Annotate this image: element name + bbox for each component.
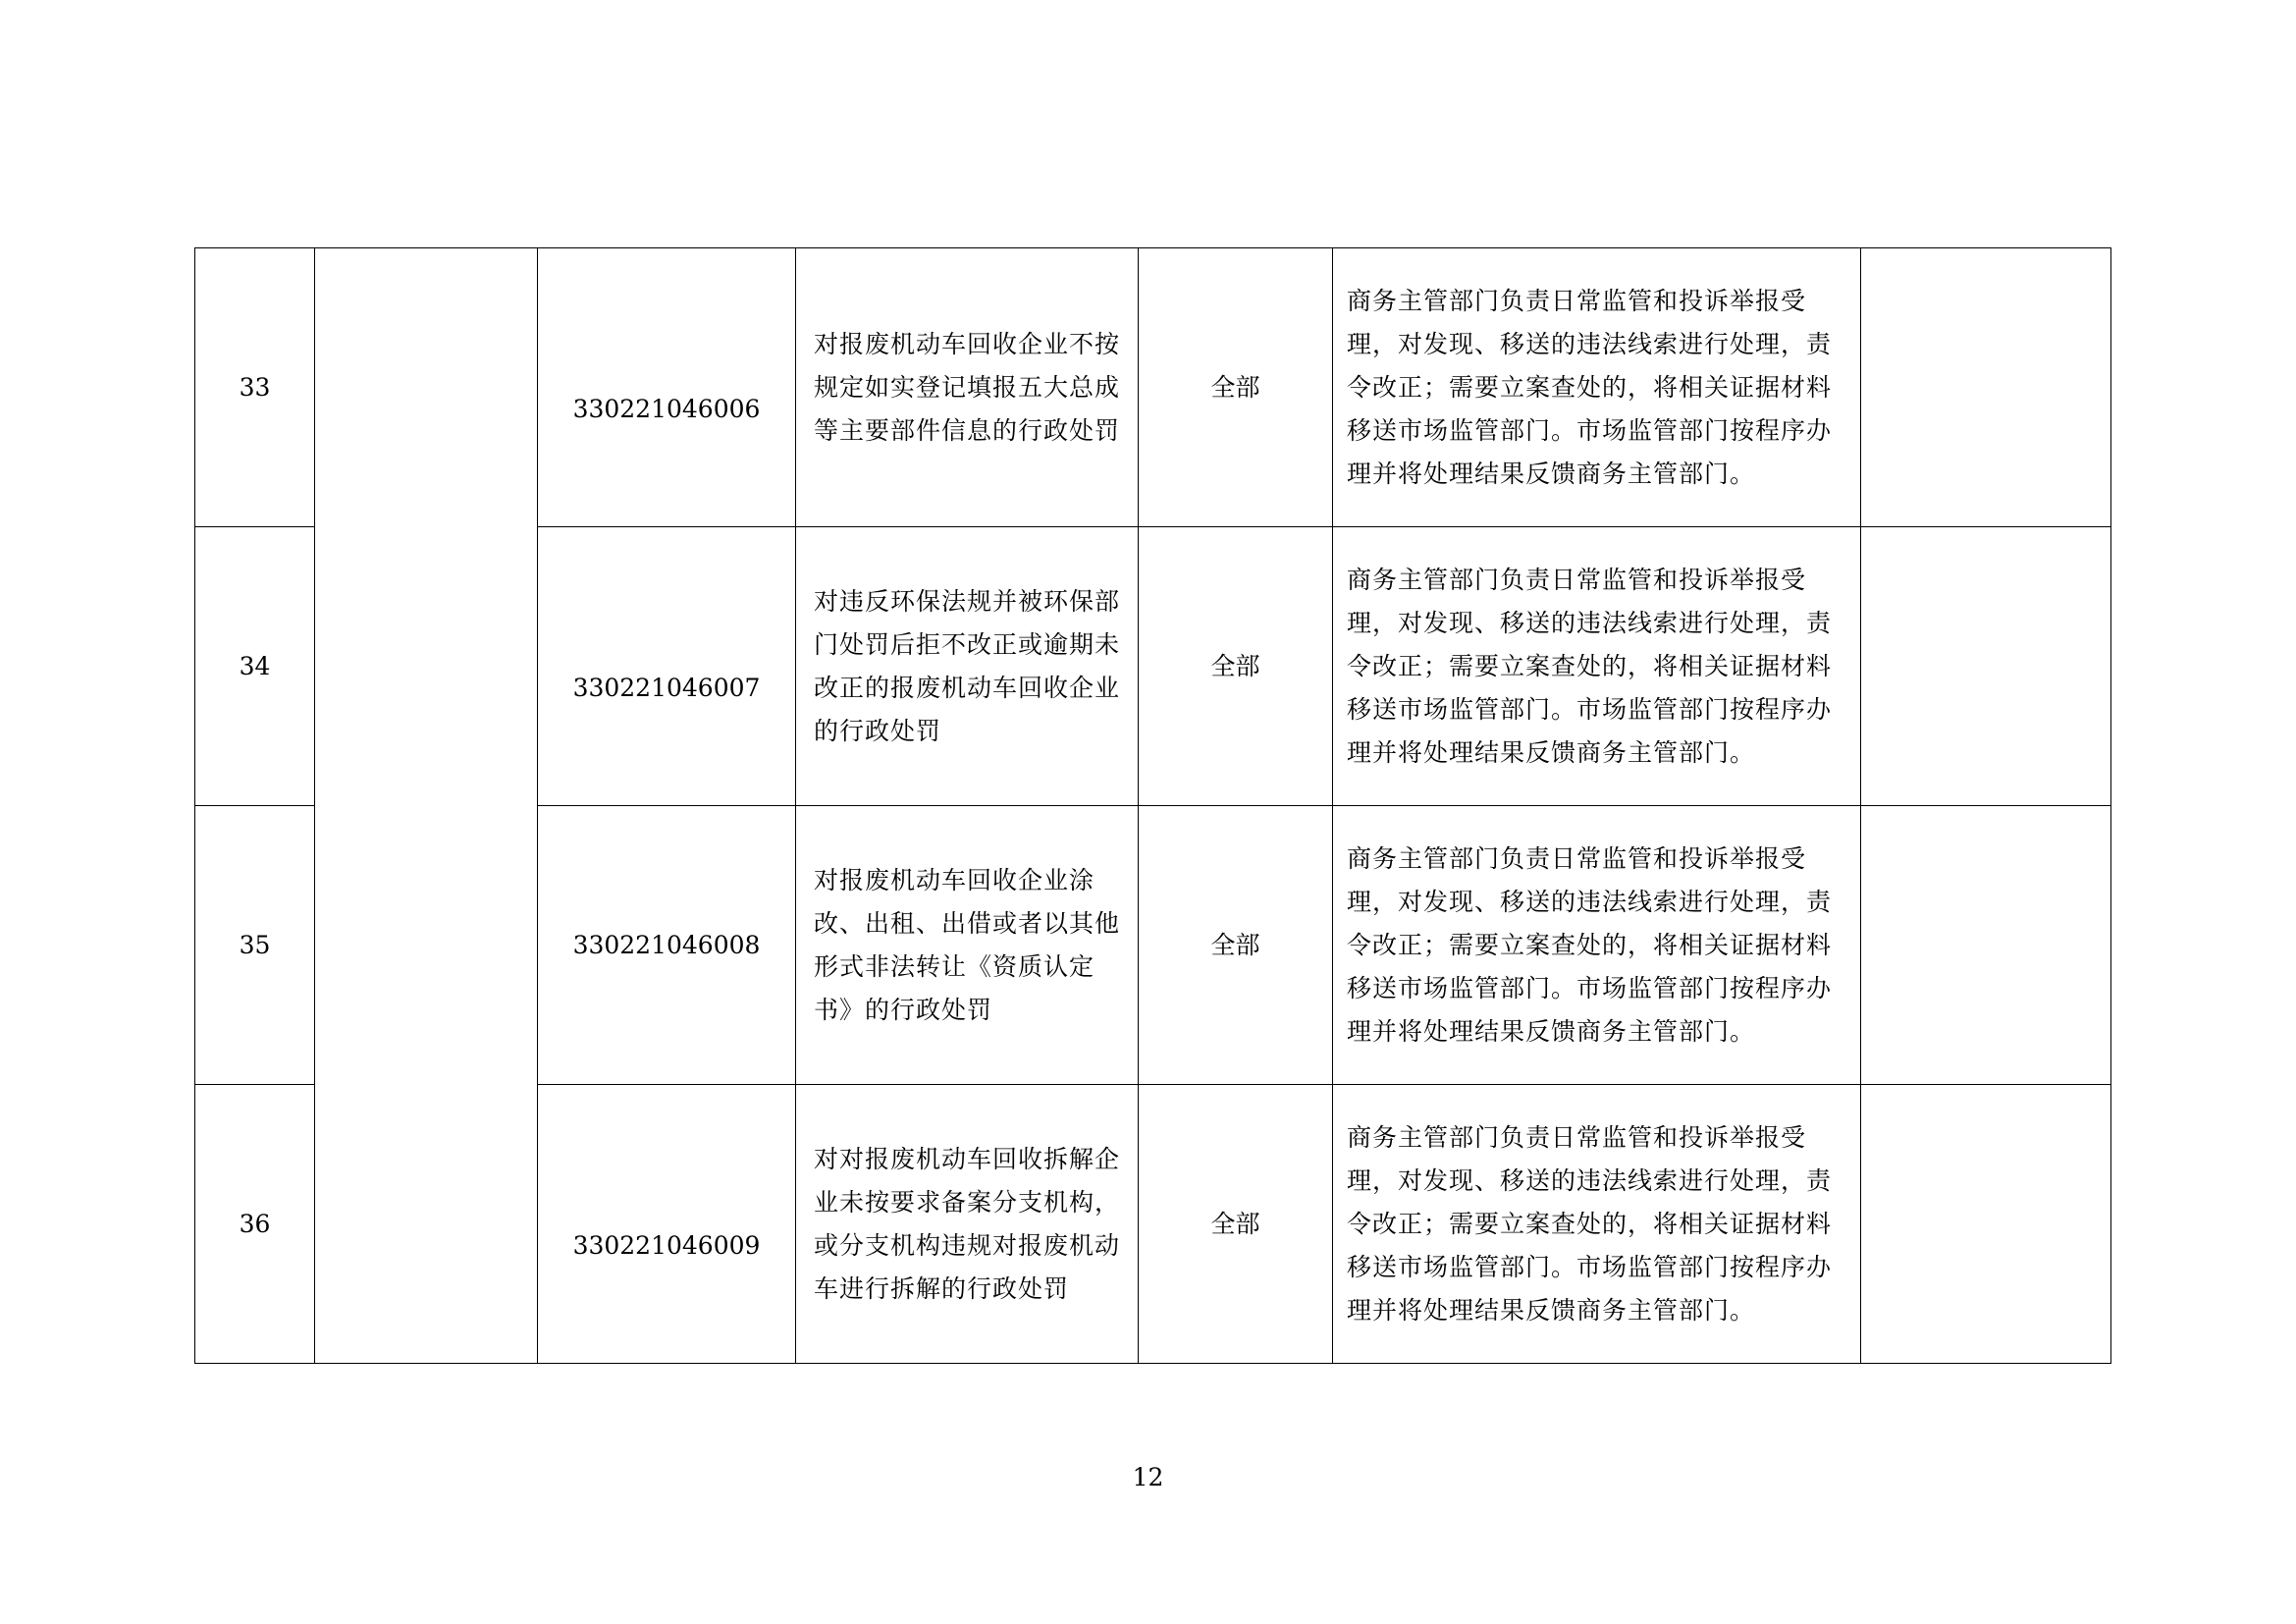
item-name-cell [796,527,1139,806]
responsibility-cell [1333,806,1861,1085]
item-code-cell [538,806,796,1085]
item-code-cell [538,248,796,527]
item-name-cell [796,806,1139,1085]
responsibility-text: 商务主管部门负责日常监管和投诉举报受理，对发现、移送的违法线索进行处理，责令改正；需要立案查处的，将相关证据材料移送市场监管部门。市场监管部门按程序办理并将处理结果反馈商务主管部门。 [1347,565,1833,767]
item-name: 对对报废机动车回收拆解企业未按要求备案分支机构，或分支机构违规对报废机动车进行拆解的行政处罚 [814,1144,1121,1303]
item-name-cell [796,1085,1139,1364]
responsibility-cell [1333,527,1861,806]
responsibility-text: 商务主管部门负责日常监管和投诉举报受理，对发现、移送的违法线索进行处理，责令改正；需要立案查处的，将相关证据材料移送市场监管部门。市场监管部门按程序办理并将处理结果反馈商务主管部门。 [1347,1122,1833,1325]
responsibility-text: 商务主管部门负责日常监管和投诉举报受理，对发现、移送的违法线索进行处理，责令改正；需要立案查处的，将相关证据材料移送市场监管部门。市场监管部门按程序办理并将处理结果反馈商务主管部门。 [1347,286,1833,488]
responsibility-text: 商务主管部门负责日常监管和投诉举报受理，对发现、移送的违法线索进行处理，责令改正；需要立案查处的，将相关证据材料移送市场监管部门。市场监管部门按程序办理并将处理结果反馈商务主管部门。 [1347,843,1833,1046]
category-merged-cell [315,248,538,1364]
item-table [194,247,2111,1364]
item-name: 对报废机动车回收企业涂改、出租、出借或者以其他形式非法转让《资质认定书》的行政处罚 [814,865,1121,1024]
note-cell [1861,248,2111,527]
item-code: 330221046009 [572,1230,761,1260]
row-number: 36 [195,1085,315,1364]
table-row [195,248,2111,527]
item-code: 330221046008 [572,930,761,959]
responsibility-cell [1333,248,1861,527]
row-number: 34 [195,527,315,806]
note-cell [1861,527,2111,806]
item-scope: 全部 [1139,806,1333,1085]
item-name: 对报废机动车回收企业不按规定如实登记填报五大总成等主要部件信息的行政处罚 [814,329,1121,445]
item-code: 330221046007 [572,673,761,702]
item-code-cell [538,527,796,806]
row-number: 35 [195,806,315,1085]
item-code: 330221046006 [572,394,761,423]
item-name: 对违反环保法规并被环保部门处罚后拒不改正或逾期未改正的报废机动车回收企业的行政处罚 [814,586,1121,745]
note-cell [1861,1085,2111,1364]
item-code-cell [538,1085,796,1364]
responsibility-cell [1333,1085,1861,1364]
row-number: 33 [195,248,315,527]
item-scope: 全部 [1139,527,1333,806]
item-scope: 全部 [1139,1085,1333,1364]
item-scope: 全部 [1139,248,1333,527]
page-number: 12 [1132,1463,1164,1491]
item-name-cell [796,248,1139,527]
note-cell [1861,806,2111,1085]
